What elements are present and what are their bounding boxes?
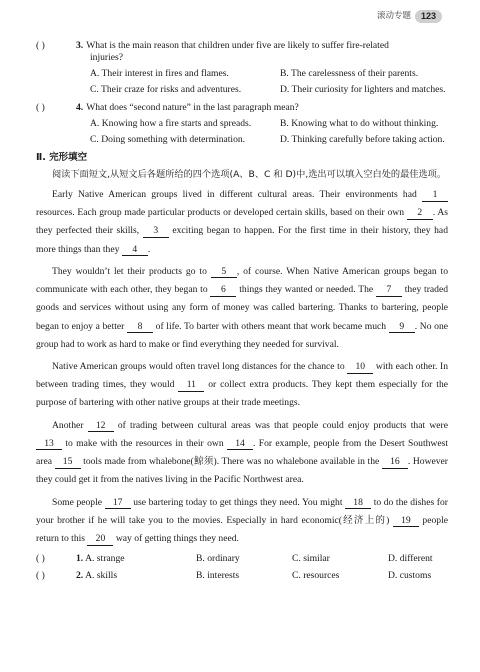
passage-text: they traded goods and services without using any form of money was called bartering. Thanks to bartering, people began to enjoy a better — [36, 284, 449, 332]
blank-15[interactable]: 15 — [55, 457, 81, 469]
section-label: 滚动专题 — [376, 11, 411, 22]
option-a: A. Knowing how a fire starts and spreads. — [90, 117, 252, 129]
answer-bracket[interactable]: ( ) — [36, 101, 45, 113]
passage-text: Some people — [52, 496, 103, 508]
question-text-continued: injuries? — [90, 51, 124, 63]
blank-1[interactable]: 1 — [422, 190, 448, 202]
passage-text: . — [147, 243, 151, 255]
passage-text: use bartering today to get things they need. You might — [133, 496, 343, 508]
option-b: B. The carelessness of their parents. — [280, 67, 419, 79]
passage-paragraph-5 — [36, 494, 448, 549]
option-c: C. similar — [292, 553, 330, 565]
question-4 — [36, 102, 448, 114]
passage-text: tools made from whalebone(鲸须). There was no whalebone available in the — [83, 456, 380, 468]
cloze-question-1 — [36, 553, 448, 565]
passage-text: with each other. In between trading times, they would — [36, 360, 449, 391]
passage-paragraph-4 — [36, 417, 448, 490]
option-a: A. Their interest in fires and flames. — [90, 67, 229, 79]
option-c: C. Doing something with determination. — [90, 133, 246, 145]
passage-paragraph-3 — [36, 358, 448, 413]
blank-11[interactable]: 11 — [178, 380, 204, 392]
passage-text: Another — [52, 419, 84, 431]
passage-text: They wouldn’t let their products go to — [52, 265, 207, 277]
question-3 — [36, 40, 448, 52]
section-title: Ⅱ. 完形填空 — [36, 151, 88, 163]
option-c: C. Their craze for risks and adventures. — [90, 83, 242, 95]
passage-text: to do the dishes for your brother if he will take you to the movies. Especially in hard economic(经济上的) — [36, 496, 448, 526]
passage-paragraph-1 — [36, 186, 448, 259]
option-d: D. Thinking carefully before taking action. — [280, 133, 445, 145]
blank-5[interactable]: 5 — [211, 267, 237, 279]
passage-text: of trading between cultural areas was that people could enjoy products that were — [117, 419, 448, 431]
cloze-question-2 — [36, 570, 448, 582]
option-b: B. ordinary — [196, 553, 240, 565]
question-text: What does “second nature” in the last paragraph mean? — [86, 101, 299, 113]
question-number: 2. — [76, 570, 84, 582]
passage-text: people return to this — [36, 514, 448, 544]
blank-2[interactable]: 2 — [407, 208, 433, 220]
blank-14[interactable]: 14 — [227, 439, 253, 451]
passage-text: . As they perfected their skills, — [36, 207, 448, 237]
question-4-options — [90, 118, 448, 146]
passage-text: Early Native American groups lived in different cultural areas. Their environments had — [52, 189, 417, 201]
blank-12[interactable]: 12 — [88, 421, 114, 433]
blank-20[interactable]: 20 — [87, 534, 113, 546]
question-number: 4. — [76, 101, 84, 113]
option-c: C. resources — [292, 570, 340, 582]
option-d: D. Their curiosity for lighters and matches. — [280, 83, 446, 95]
answer-bracket[interactable]: ( ) — [36, 40, 45, 51]
passage-text: way of getting things they need. — [115, 532, 239, 544]
question-3-options — [90, 68, 448, 96]
passage-text: . However they could get it from the natives living in the Pacific Northwest area. — [36, 456, 449, 486]
blank-16[interactable]: 16 — [382, 457, 408, 469]
option-a: A. skills — [85, 570, 118, 582]
blank-7[interactable]: 7 — [376, 285, 402, 297]
option-d: D. customs — [388, 570, 432, 582]
blank-18[interactable]: 18 — [345, 498, 371, 510]
blank-10[interactable]: 10 — [347, 362, 373, 374]
passage-text: exciting began to happen. For the first time in their history, they had more things than they — [36, 225, 448, 255]
passage-text: or collect extra products. They kept them especially for the purpose of bartering with other native groups at their trade meetings. — [36, 379, 448, 409]
question-text: What is the main reason that children under five are likely to suffer fire-related — [86, 40, 389, 51]
option-a: A. strange — [85, 553, 125, 565]
passage-text: resources. Each group made particular products or developed certain skills, based on their own — [36, 207, 404, 219]
page-number-badge: 123 — [415, 10, 442, 23]
page-header — [377, 10, 442, 23]
passage-text: things they wanted or needed. The — [239, 284, 374, 296]
blank-8[interactable]: 8 — [127, 322, 153, 334]
answer-bracket[interactable]: ( ) — [36, 553, 45, 565]
passage-text: to make with the resources in their own — [65, 437, 224, 449]
option-b: B. Knowing what to do without thinking. — [280, 117, 439, 129]
blank-19[interactable]: 19 — [393, 516, 419, 528]
section-instruction: 阅读下面短文,从短文后各题所给的四个选项(A、B、C 和 D)中,选出可以填入空白处的最佳选项。 — [52, 168, 447, 180]
blank-17[interactable]: 17 — [105, 498, 131, 510]
question-number: 1. — [76, 553, 84, 565]
blank-4[interactable]: 4 — [122, 245, 148, 257]
passage-text: of life. To barter with others meant that work became much — [155, 320, 387, 332]
passage-text: Native American groups would often travel long distances for the chance to — [52, 360, 345, 372]
blank-9[interactable]: 9 — [389, 322, 415, 334]
blank-3[interactable]: 3 — [143, 226, 169, 238]
option-d: D. different — [388, 553, 433, 565]
passage-text: , of course. When Native American groups began to communicate with each other, they began to — [36, 265, 449, 296]
page-content — [36, 36, 448, 582]
passage-text: . No one group had to work as hard to make or find everything they needed for survival. — [36, 320, 449, 350]
blank-13[interactable]: 13 — [36, 439, 62, 451]
option-b: B. interests — [196, 570, 240, 582]
passage-text: . For example, people from the Desert Southwest area — [36, 437, 449, 468]
passage-paragraph-2 — [36, 263, 448, 354]
question-number: 3. — [76, 40, 84, 51]
blank-6[interactable]: 6 — [210, 285, 236, 297]
answer-bracket[interactable]: ( ) — [36, 570, 45, 582]
